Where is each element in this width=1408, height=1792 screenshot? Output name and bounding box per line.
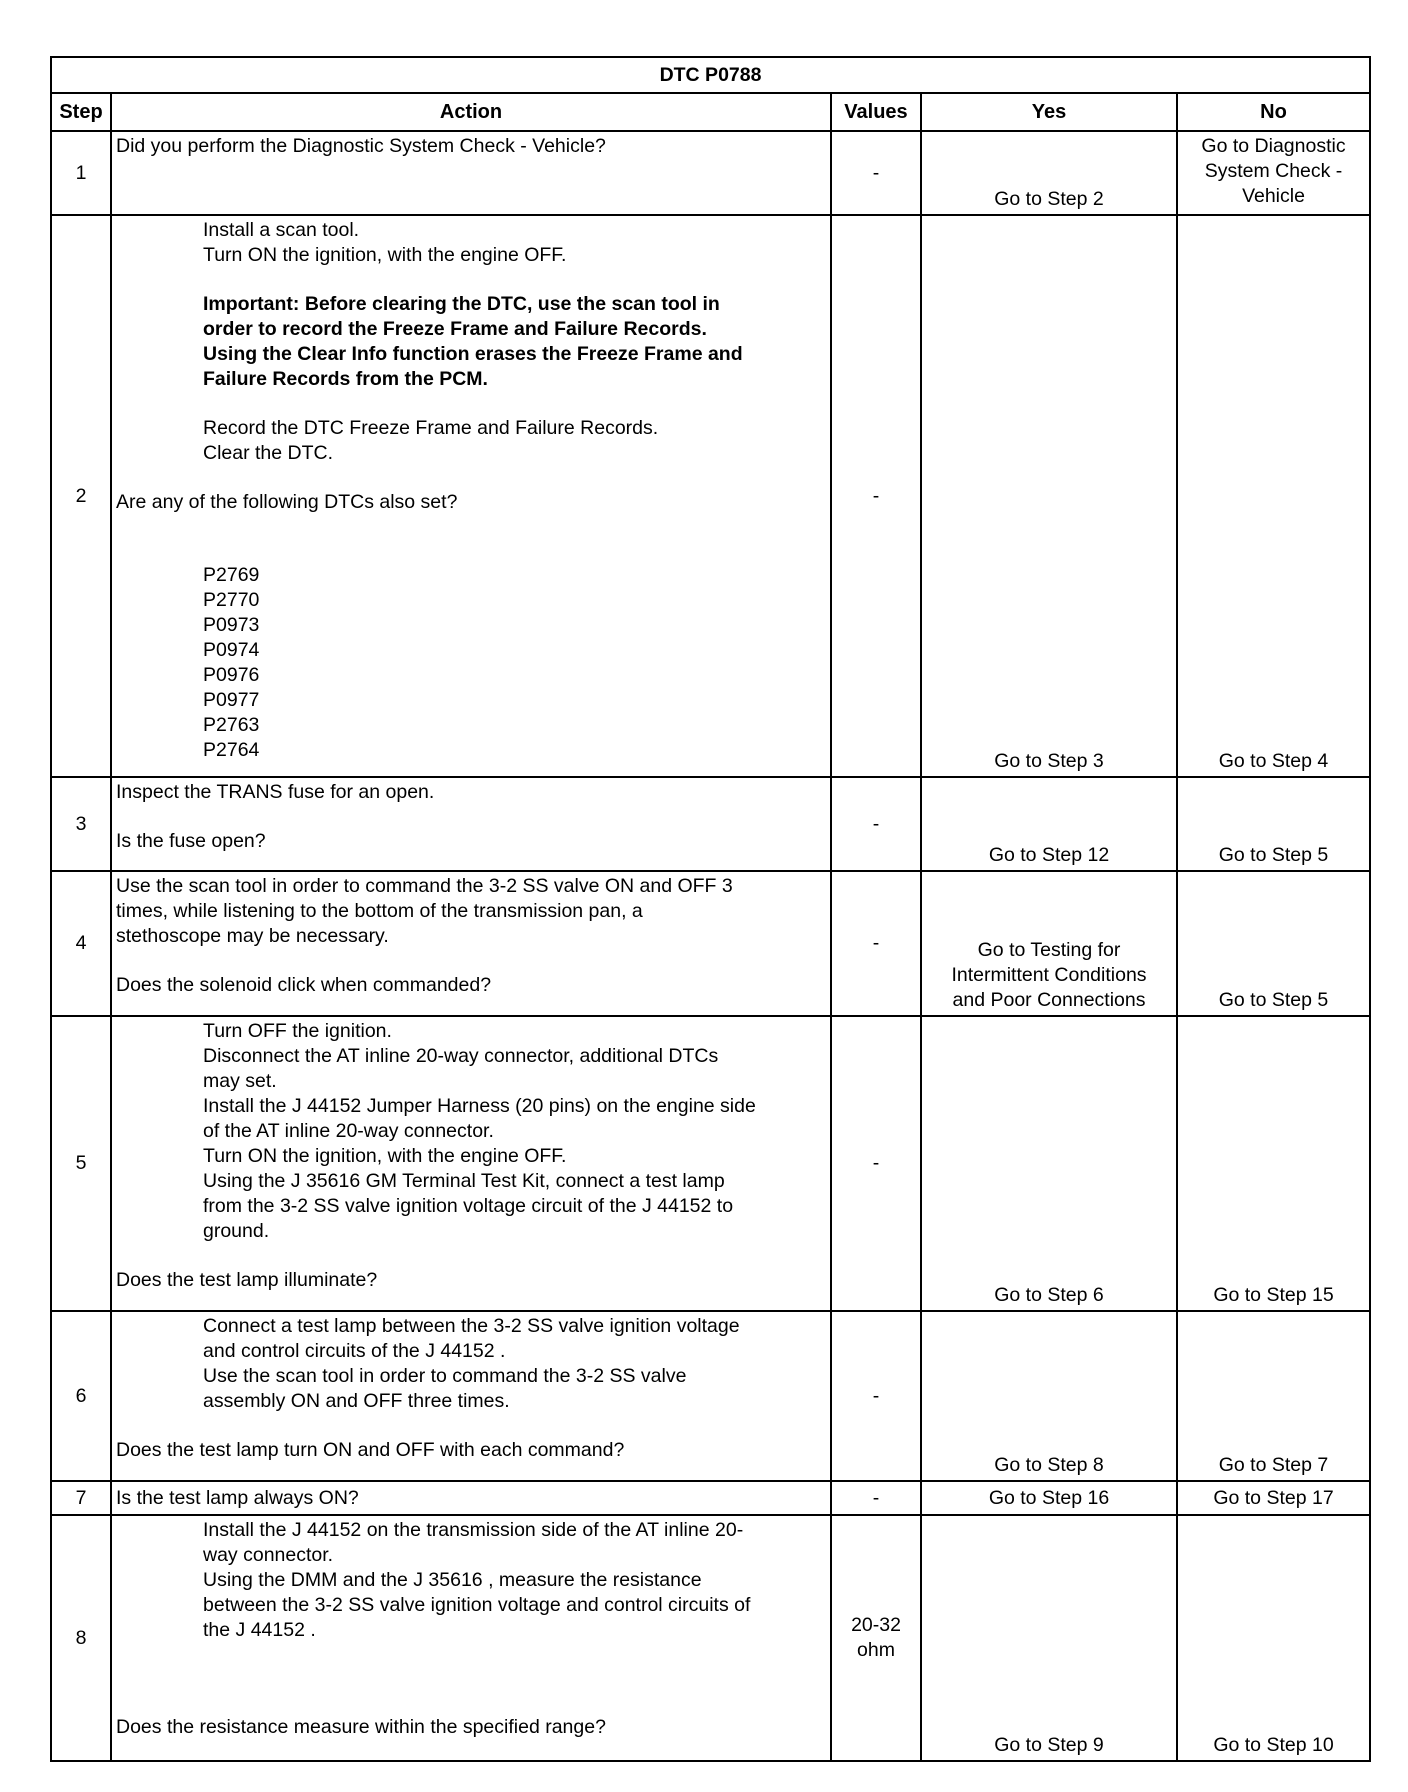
values-cell: - [831,215,921,777]
important-note: order to record the Freeze Frame and Failure Records. [203,318,707,340]
action-text: way connector. [203,1544,334,1566]
no-cell: Go to Step 7 [1177,1311,1370,1481]
yes-cell: Go to Step 16 [921,1481,1177,1515]
step-number: 3 [51,777,111,871]
table-title: DTC P0788 [51,57,1370,93]
action-text: Did you perform the Diagnostic System Check - Vehicle? [116,135,606,157]
question-text: Are any of the following DTCs also set? [116,491,458,513]
action-text: Clear the DTC. [203,442,334,464]
action-text: Install the J 44152 Jumper Harness (20 pins) on the engine side [203,1095,756,1117]
action-cell [111,131,831,215]
values-cell: - [831,1311,921,1481]
yes-cell: Go to Step 12 [921,777,1177,871]
yes-cell: Go to Step 9 [921,1515,1177,1761]
yes-cell: Go to Step 8 [921,1311,1177,1481]
action-text: Turn ON the ignition, with the engine OFF. [203,244,567,266]
no-cell: Go to Step 17 [1177,1481,1370,1515]
action-text: times, while listening to the bottom of the transmission pan, a [116,900,643,922]
yes-cell [921,871,1177,1016]
values-text: 20-32 [851,1614,901,1636]
step-number: 8 [51,1515,111,1761]
action-cell [111,1016,831,1311]
values-cell: - [831,1016,921,1311]
action-text: between the 3-2 SS valve ignition voltage and control circuits of [203,1594,751,1616]
action-text: the J 44152 . [203,1619,316,1641]
no-cell [1177,131,1370,215]
step-number: 7 [51,1481,111,1515]
header-yes: Yes [921,93,1177,131]
action-text: Record the DTC Freeze Frame and Failure Records. [203,417,659,439]
action-cell [111,777,831,871]
question-text: Does the test lamp turn ON and OFF with each command? [116,1439,625,1461]
yes-cell: Go to Step 3 [921,215,1177,777]
action-text: Turn ON the ignition, with the engine OFF. [203,1145,567,1167]
step-number: 5 [51,1016,111,1311]
yes-text: Go to Testing for [977,939,1121,961]
action-cell [111,1311,831,1481]
action-text: ground. [203,1220,270,1242]
values-cell: - [831,871,921,1016]
table-row [51,871,1370,1016]
no-cell: Go to Step 10 [1177,1515,1370,1761]
action-text: Using the DMM and the J 35616 , measure the resistance [203,1569,702,1591]
header-values: Values [831,93,921,131]
yes-text: Intermittent Conditions [951,964,1147,986]
action-cell [111,215,831,777]
no-text: Go to Diagnostic [1201,135,1346,157]
dtc-table [50,56,1371,1762]
action-cell [111,1481,831,1515]
no-cell: Go to Step 15 [1177,1016,1370,1311]
action-text: and control circuits of the J 44152 . [203,1340,506,1362]
header-action: Action [111,93,831,131]
no-text: System Check - [1204,160,1343,182]
no-cell: Go to Step 5 [1177,777,1370,871]
step-number: 6 [51,1311,111,1481]
step-number: 2 [51,215,111,777]
action-text: Use the scan tool in order to command the 3-2 SS valve [203,1365,687,1387]
header-no: No [1177,93,1370,131]
yes-text: and Poor Connections [952,989,1146,1011]
action-text: Install a scan tool. [203,219,360,241]
action-text: Disconnect the AT inline 20-way connector, additional DTCs [203,1045,719,1067]
table-row [51,1311,1370,1481]
action-text: from the 3-2 SS valve ignition voltage circuit of the J 44152 to [203,1195,734,1217]
dtc-code: P2770 [203,589,260,611]
question-text: Does the solenoid click when commanded? [116,974,492,996]
no-cell: Go to Step 5 [1177,871,1370,1016]
question-text: Does the resistance measure within the specified range? [116,1716,606,1738]
step-number: 4 [51,871,111,1016]
values-text: ohm [857,1639,895,1661]
no-text: Vehicle [1242,185,1305,207]
dtc-code: P2763 [203,714,260,736]
no-cell: Go to Step 4 [1177,215,1370,777]
action-text: Inspect the TRANS fuse for an open. [116,781,435,803]
action-text: Turn OFF the ignition. [203,1020,392,1042]
header-step: Step [51,93,111,131]
action-text: Connect a test lamp between the 3-2 SS valve ignition voltage [203,1315,740,1337]
important-note: Important: Before clearing the DTC, use the scan tool in [203,293,720,315]
yes-cell: Go to Step 6 [921,1016,1177,1311]
table-row [51,1016,1370,1311]
action-text: Using the J 35616 GM Terminal Test Kit, connect a test lamp [203,1170,725,1192]
action-text: Install the J 44152 on the transmission side of the AT inline 20- [203,1519,744,1541]
table-row [51,1481,1370,1515]
table-row [51,131,1370,215]
question-text: Does the test lamp illuminate? [116,1269,378,1291]
action-text: stethoscope may be necessary. [116,925,389,947]
action-text: Use the scan tool in order to command the 3-2 SS valve ON and OFF 3 [116,875,733,897]
dtc-code: P2769 [203,564,260,586]
action-cell [111,1515,831,1761]
important-note: Failure Records from the PCM. [203,368,488,390]
action-text: may set. [203,1070,277,1092]
dtc-code: P0976 [203,664,260,686]
step-number: 1 [51,131,111,215]
action-cell [111,871,831,1016]
question-text: Is the test lamp always ON? [116,1486,359,1509]
table-row [51,1515,1370,1761]
question-text: Is the fuse open? [116,830,266,852]
dtc-code: P0974 [203,639,260,661]
table-row [51,215,1370,777]
action-text: assembly ON and OFF three times. [203,1390,510,1412]
values-cell: - [831,777,921,871]
dtc-code: P0977 [203,689,260,711]
values-cell [831,1515,921,1761]
important-note: Using the Clear Info function erases the Freeze Frame and [203,343,743,365]
dtc-code: P0973 [203,614,260,636]
table-row [51,777,1370,871]
values-cell: - [831,1481,921,1515]
values-cell: - [831,131,921,215]
dtc-code: P2764 [203,739,260,761]
action-text: of the AT inline 20-way connector. [203,1120,494,1142]
yes-cell: Go to Step 2 [921,131,1177,215]
